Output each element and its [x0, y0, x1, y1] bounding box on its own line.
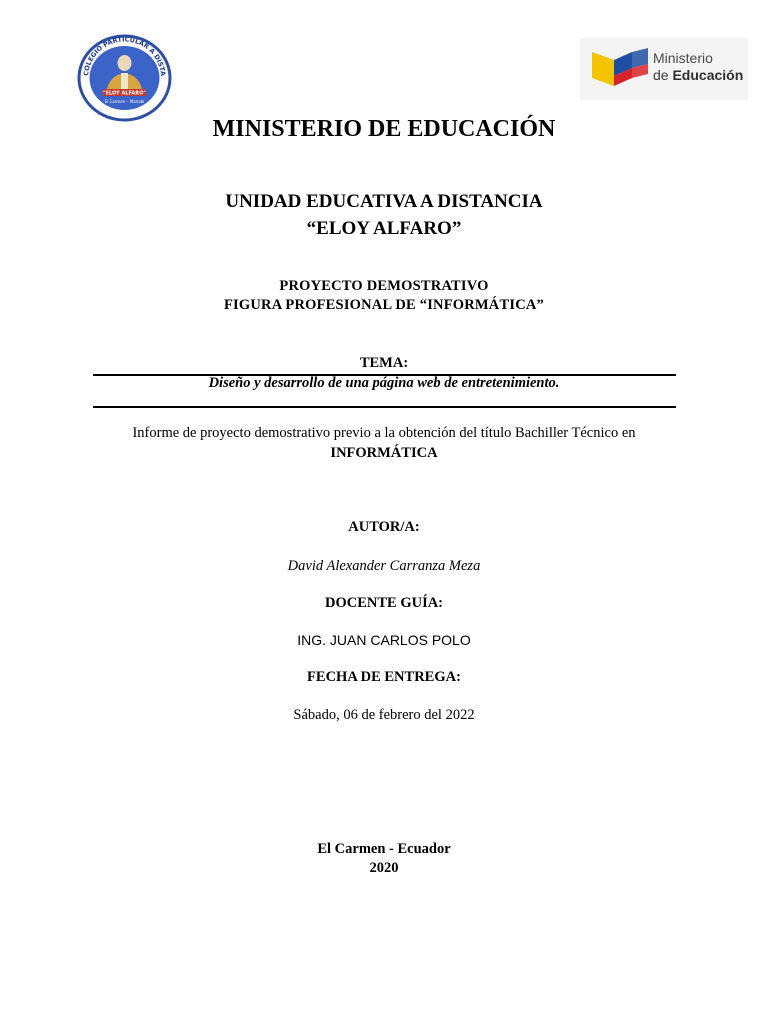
informe-line-2: INFORMÁTICA — [330, 445, 438, 461]
tema-text: Diseño y desarrollo de una página web de entretenimiento. — [208, 375, 560, 391]
footer-year: 2020 — [369, 860, 399, 876]
tema-bottom-rule — [93, 406, 676, 408]
project-heading — [0, 277, 768, 315]
informe-paragraph — [0, 423, 768, 463]
author-label: AUTOR/A: — [348, 519, 420, 535]
delivery-label: FECHA DE ENTREGA: — [307, 669, 461, 685]
informe-line-1: Informe de proyecto demostrativo previo a la obtención del título Bachiller Técnico en — [132, 425, 636, 441]
logo-line-1: Ministerio — [653, 50, 713, 66]
svg-text:COLEGIO PARTICULAR A DISTANCIA: COLEGIO PARTICULAR A DISTA — [82, 35, 167, 77]
school-seal-logo — [76, 33, 173, 123]
footer-place: El Carmen - Ecuador — [317, 841, 451, 857]
delivery-date: Sábado, 06 de febrero del 2022 — [293, 707, 475, 723]
teacher-label: DOCENTE GUÍA: — [324, 595, 444, 611]
seal-banner-text: "ELOY ALFARO" — [103, 90, 146, 97]
ministerio-educacion-logo — [580, 38, 748, 100]
tema-label: TEMA: — [359, 355, 409, 371]
project-line-2: FIGURA PROFESIONAL DE “INFORMÁTICA” — [224, 297, 544, 313]
author-name: David Alexander Carranza Meza — [287, 558, 481, 574]
svg-text:El Carmen – Manabí: El Carmen – Manabí — [104, 99, 145, 104]
institution-line-2: “ELOY ALFARO” — [306, 218, 462, 239]
project-line-1: PROYECTO DEMOSTRATIVO — [279, 278, 489, 294]
institution-line-1: UNIDAD EDUCATIVA A DISTANCIA — [225, 191, 543, 212]
institution-name — [0, 188, 768, 242]
footer — [0, 840, 768, 878]
teacher-name: ING. JUAN CARLOS POLO — [297, 632, 471, 648]
logo-line-2: de Educación — [653, 67, 744, 83]
document-title: MINISTERIO DE EDUCACIÓN — [212, 116, 556, 142]
